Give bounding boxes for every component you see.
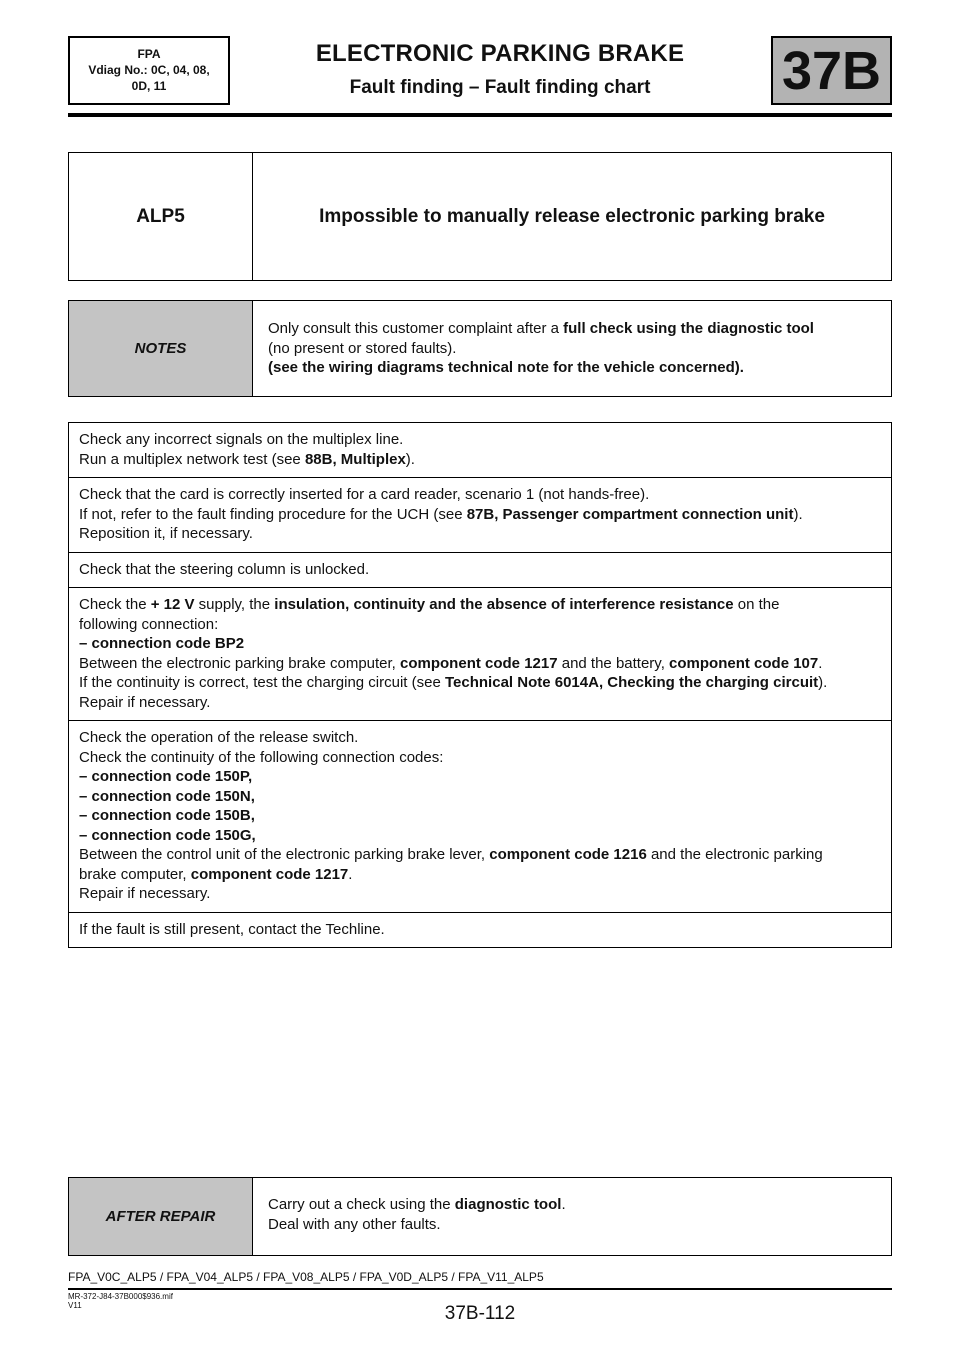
notes-text — [253, 301, 891, 396]
notes-bold-2: (see the wiring diagrams technical note for the vehicle concerned). — [268, 359, 744, 376]
step-line — [79, 767, 883, 787]
step-bold: 88B, Multiplex — [304, 450, 406, 468]
step-release-switch — [69, 721, 891, 913]
step-text: brake computer, — [79, 865, 191, 883]
after-repair-line-2: Deal with any other faults. — [268, 1215, 441, 1233]
step-text: If not, refer to the fault finding procedure for the UCH (see — [79, 505, 467, 523]
step-line — [79, 505, 883, 525]
section-code-badge: 37B — [771, 36, 892, 105]
notes-label: NOTES — [69, 301, 253, 396]
header-divider — [68, 113, 892, 117]
step-bold: component code 1217 — [190, 865, 349, 883]
step-line: Check that the card is correctly inserted for a card reader, scenario 1 (not hands-free). — [79, 486, 650, 503]
step-line — [79, 450, 883, 470]
step-steering-column — [69, 553, 891, 589]
step-line — [79, 654, 883, 674]
after-repair-bold: diagnostic tool — [454, 1196, 562, 1213]
notes-line-2: (no present or stored faults). — [268, 339, 457, 357]
fault-finding-steps — [68, 422, 892, 948]
step-bold: component code 107 — [669, 654, 819, 672]
step-line: If the fault is still present, contact the Techline. — [79, 920, 385, 938]
step-text: on the — [733, 596, 780, 613]
step-bold: 87B, Passenger compartment connection unit — [466, 505, 794, 523]
page-title: ELECTRONIC PARKING BRAKE — [315, 40, 685, 67]
step-bold: – connection code 150G, — [79, 826, 256, 844]
step-text: Run a multiplex network test (see — [79, 450, 305, 468]
step-line: Repair if necessary. — [79, 885, 211, 902]
notes-box — [68, 300, 892, 397]
step-text: ). — [818, 674, 828, 691]
alp-header-box — [68, 152, 892, 281]
vdiag-box — [68, 36, 230, 105]
after-repair-text-end: . — [561, 1196, 566, 1213]
after-repair-text-1: Carry out a check using the — [268, 1196, 455, 1213]
after-repair-label: AFTER REPAIR — [69, 1178, 253, 1255]
step-bold: + 12 V — [150, 596, 195, 613]
step-line: Check that the steering column is unlocked. — [79, 560, 370, 578]
step-line — [79, 787, 883, 807]
after-repair-line-1 — [268, 1195, 881, 1215]
step-line — [79, 826, 883, 846]
step-supply-check — [69, 588, 891, 721]
vdiag-line-3: 0D, 11 — [131, 79, 167, 93]
step-line: following connection: — [79, 615, 219, 633]
notes-line-3 — [268, 358, 881, 378]
vdiag-line-1: FPA — [137, 47, 161, 61]
alp-code: ALP5 — [69, 153, 253, 280]
step-line: Check the continuity of the following connection codes: — [79, 748, 444, 766]
step-text: . — [348, 865, 353, 883]
notes-line-1 — [268, 319, 881, 339]
step-line: Repair if necessary. — [79, 693, 211, 711]
step-text: supply, the — [194, 596, 275, 613]
step-line — [79, 634, 883, 654]
notes-bold-1: full check using the diagnostic tool — [563, 320, 814, 337]
step-multiplex — [69, 423, 891, 478]
step-bold: Technical Note 6014A, Checking the charging circuit — [445, 674, 819, 691]
step-bold: – connection code BP2 — [79, 635, 245, 652]
step-text: Check the — [79, 596, 151, 613]
step-line: Check the operation of the release switch. — [79, 729, 359, 746]
step-bold: insulation, continuity and the absence of interference resistance — [274, 596, 734, 613]
step-text: and the electronic parking — [646, 846, 823, 863]
footer-references: FPA_V0C_ALP5 / FPA_V04_ALP5 / FPA_V08_ALP5 / FPA_V0D_ALP5 / FPA_V11_ALP5 — [68, 1270, 544, 1284]
step-text: ). — [405, 450, 415, 468]
step-text: Between the control unit of the electronic parking brake lever, — [79, 846, 490, 863]
step-bold: component code 1217 — [400, 654, 558, 672]
step-line — [79, 595, 883, 615]
footer-filename: MR-372-J84-37B000$936.mif — [68, 1292, 173, 1301]
step-techline — [69, 913, 891, 949]
vdiag-line-2: Vdiag No.: 0C, 04, 08, — [88, 63, 210, 77]
after-repair-box — [68, 1177, 892, 1256]
step-text: . — [818, 654, 823, 672]
step-bold: – connection code 150P, — [79, 768, 253, 785]
notes-text-1: Only consult this customer complaint after a — [268, 320, 564, 337]
footer-divider — [68, 1288, 892, 1290]
page-subtitle: Fault finding – Fault finding chart — [349, 77, 651, 98]
alp-title: Impossible to manually release electronic parking brake — [319, 205, 825, 227]
page-number: 37B-112 — [444, 1303, 516, 1324]
step-text: Between the electronic parking brake computer, — [79, 654, 401, 672]
step-line — [79, 673, 883, 693]
step-text: and the battery, — [557, 654, 670, 672]
step-bold: – connection code 150B, — [79, 807, 255, 824]
after-repair-text — [253, 1178, 891, 1255]
step-card-reader — [69, 478, 891, 553]
footer-version: V11 — [68, 1301, 82, 1310]
step-text: If the continuity is correct, test the charging circuit (see — [79, 674, 445, 691]
step-line — [79, 865, 883, 885]
step-text: ). — [793, 505, 803, 523]
step-bold: component code 1216 — [489, 846, 647, 863]
step-bold: – connection code 150N, — [79, 787, 255, 805]
step-line: Check any incorrect signals on the multiplex line. — [79, 431, 404, 448]
step-line — [79, 845, 883, 865]
step-line — [79, 806, 883, 826]
step-line: Reposition it, if necessary. — [79, 525, 253, 542]
